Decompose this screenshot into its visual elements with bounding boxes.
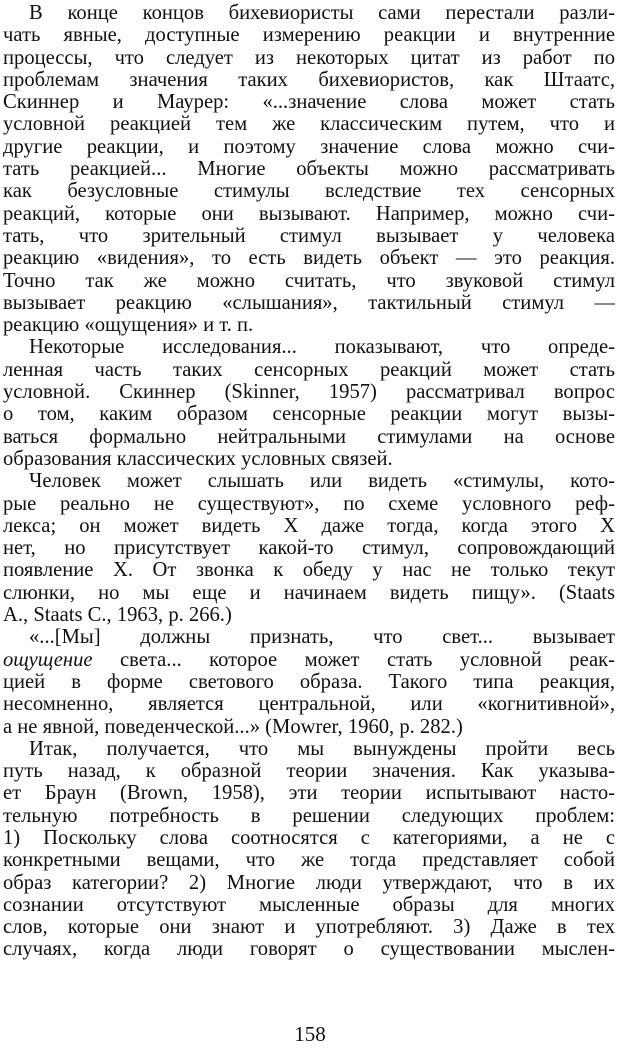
text-line: Человек может слышать или видеть «стимулы, кото- [29, 470, 615, 493]
text-line: вызывает реакцию «слышания», тактильный стимул — [3, 291, 615, 314]
text-line: другие реакции, и поэтому значение слова можно счи- [3, 135, 615, 158]
text-line: ваться формально нейтральными стимулами на основе [3, 425, 615, 448]
text-line: цией в форме светового образа. Такого типа реакция, [3, 670, 615, 693]
text-line: процессы, что следует из некоторых цитат из работ по [3, 46, 615, 69]
text-line: Точно так же можно считать, что звуковой стимул [3, 269, 615, 292]
text-line: A., Staats C., 1963, p. 266.) [3, 604, 232, 627]
text-line: ет Браун (Brown, 1958), эти теории испытывают насто- [3, 782, 615, 805]
text-line: Некоторые исследования... показывают, что опреде- [29, 336, 615, 359]
body-text [3, 2, 615, 961]
text-line: как безусловные стимулы вследствие тех сенсорных [3, 180, 615, 203]
text-line: ощущение света... которое может стать условной реак- [3, 648, 615, 671]
text-line: лекса; он может видеть X даже тогда, когда этого X [3, 514, 615, 537]
text-line: о том, каким образом сенсорные реакции могут вызы- [3, 403, 615, 426]
text-line: образования классических условных связей. [3, 447, 393, 470]
text-line: рые реально не существуют», по схеме условного реф- [3, 492, 615, 515]
text-line: путь назад, к образной теории значения. Как указыва- [3, 760, 615, 783]
text-line: случаях, когда люди говорят о существовании мыслен- [3, 938, 615, 961]
emphasized-word: ощущение [3, 648, 93, 671]
text-line: реакцию «видения», то есть видеть объект — это реакция. [3, 247, 615, 270]
text-line: 1) Поскольку слова соотносятся с категориями, а не с [3, 826, 615, 849]
text-line: проблемам значения таких бихевиористов, как Штаатс, [3, 68, 615, 91]
text-line: появление X. От звонка к обеду у нас не только текут [3, 559, 615, 582]
text-line: конкретными вещами, что же тогда представляет собой [3, 849, 615, 872]
text-line: «...[Мы] должны признать, что свет... вызывает [29, 626, 615, 649]
text-line: чать явные, доступные измерению реакции и внутренние [3, 24, 615, 47]
text-line: В конце концов бихевиористы сами перестали разли- [29, 2, 615, 24]
text-line: реакций, которые они вызывают. Например, можно счи- [3, 202, 615, 225]
text-line: ленная часть таких сенсорных реакций может стать [3, 358, 615, 381]
text-line: условной. Скиннер (Skinner, 1957) рассматривал вопрос [3, 381, 615, 404]
text-line: сознании отсутствуют мысленные образы для многих [3, 893, 615, 916]
text-line: слов, которые они знают и употребляют. 3) Даже в тех [3, 916, 615, 939]
text-line: несомненно, является центральной, или «когнитивной», [3, 693, 615, 716]
text-line: образ категории? 2) Многие люди утверждают, что в их [3, 871, 615, 894]
text-line: нет, но присутствует какой-то стимул, сопровождающий [3, 537, 615, 560]
text-line: Итак, получается, что мы вынуждены пройти весь [29, 737, 615, 760]
text-line: тать, что зрительный стимул вызывает у человека [3, 224, 615, 247]
text-line: Скиннер и Маурер: «...значение слова может стать [3, 91, 615, 114]
text-line: условной реакцией тем же классическим путем, что и [3, 113, 615, 136]
text-line: слюнки, но мы еще и начинаем видеть пищу». (Staats [3, 581, 615, 604]
text-line: а не явной, поведенческой...» (Mowrer, 1960, p. 282.) [3, 715, 463, 738]
text-line: тельную потребность в решении следующих проблем: [3, 804, 615, 827]
page-number: 158 [294, 1022, 326, 1046]
text-line: тать реакцией... Многие объекты можно рассматривать [3, 158, 615, 181]
text-line: реакцию «ощущения» и т. п. [3, 314, 254, 337]
